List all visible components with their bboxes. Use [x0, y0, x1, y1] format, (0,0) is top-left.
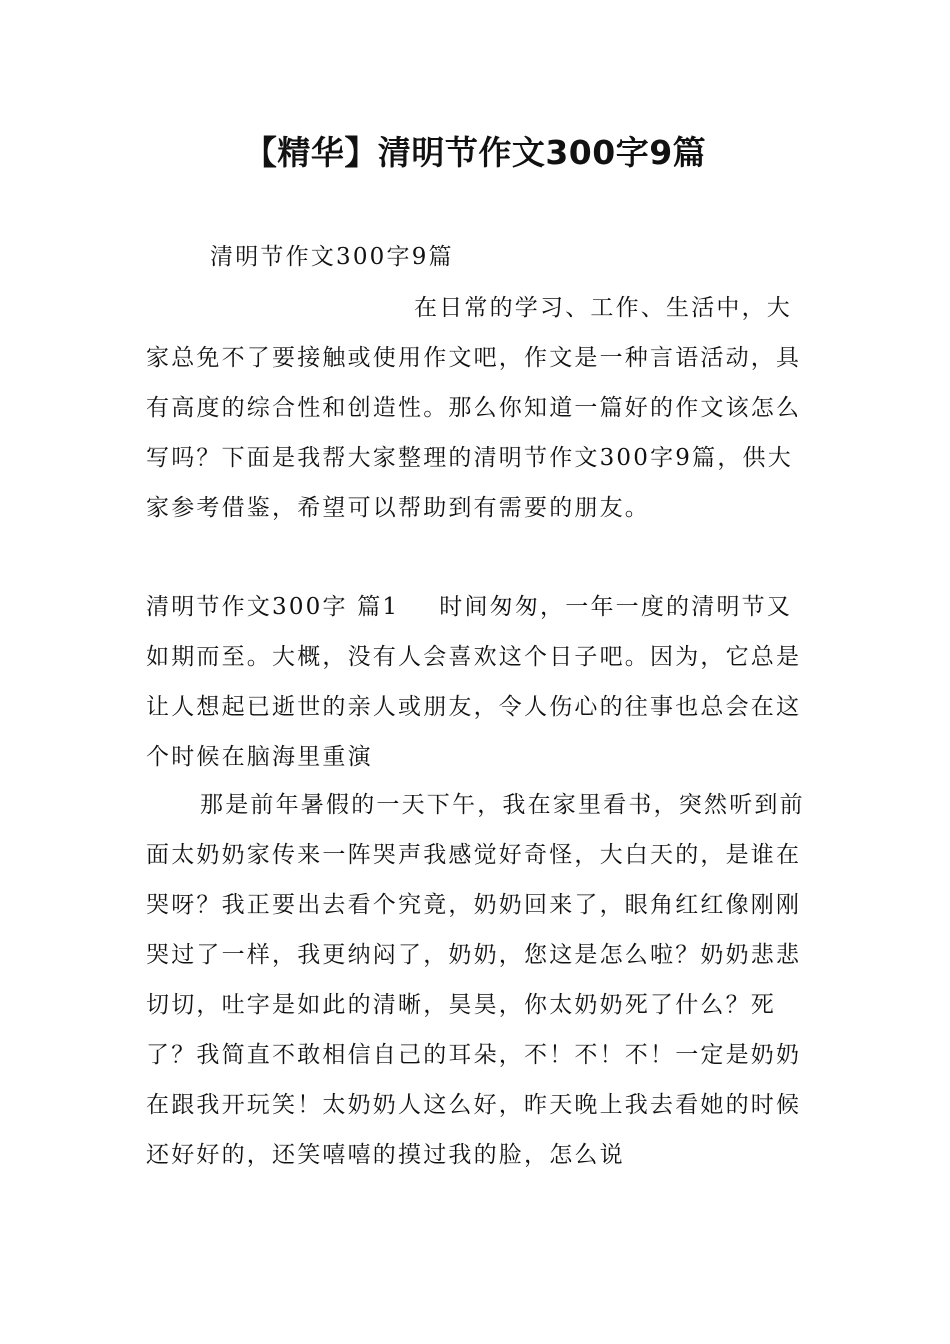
- document-subtitle: 清明节作文300字9篇: [210, 244, 454, 270]
- story-paragraph: 那是前年暑假的一天下午，我在家里看书，突然听到前面太奶奶家传来一阵哭声我感觉好奇怪，大白天的，是谁在哭呀？我正要出去看个究竟，奶奶回来了，眼角红红像刚刚哭过了一样，我更纳闷了，奶奶，您这是怎么啦？奶奶悲悲切切，吐字是如此的清晰，昊昊，你太奶奶死了什么？死了？我简直不敢相信自己的耳朵，不！不！不！一定是奶奶在跟我开玩笑！太奶奶人这么好，昨天晚上我去看她的时候还好好的，还笑嘻嘻的摸过我的脸，怎么说: [146, 792, 805, 1168]
- section-1-heading: 清明节作文300字 篇1: [146, 594, 400, 620]
- intro-paragraph: 在日常的学习、工作、生活中，大家总免不了要接触或使用作文吧，作文是一种言语活动，具有高度的综合性和创造性。那么你知道一篇好的作文该怎么写吗？下面是我帮大家整理的清明节作文300字9篇，供大家参考借鉴，希望可以帮助到有需要的朋友。: [146, 295, 802, 521]
- section-1-text: 时间匆匆，一年一度的清明节又如期而至。大概，没有人会喜欢这个日子吧。因为，它总是让人想起已逝世的亲人或朋友，令人伤心的往事也总会在这个时候在脑海里重演: [146, 594, 802, 770]
- document-title: 【精华】清明节作文300字9篇: [243, 133, 707, 172]
- section-1-paragraph: [146, 582, 810, 782]
